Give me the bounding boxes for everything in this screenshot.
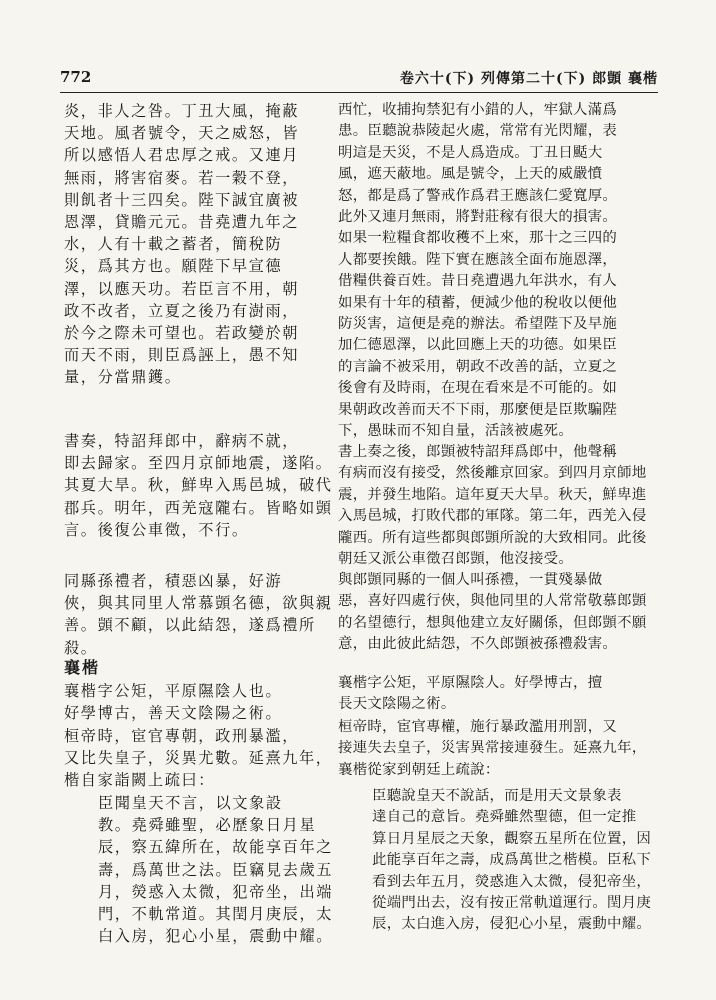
text-line: 澤，以應天功。若臣言不用，朝 [64,279,300,298]
text-line: 從端門出去，沒有按正常軌道運行。閏月庚 [372,895,652,912]
classical-memorial-quote [64,792,333,947]
page-header [60,64,658,90]
text-line: 惡，喜好四處行俠，與他同里的人常常敬慕郎顗 [338,593,647,610]
text-line: 後會有及時雨，在現在看來是不可能的。如 [338,380,618,397]
text-line: 此能享百年之壽，成爲萬世之楷模。臣私下 [372,852,652,869]
text-line: 門，不軌常道。其閏月庚辰，太 [98,905,334,924]
text-line: 意，由此彼此結怨，不久郎顗被孫禮殺害。 [338,636,618,653]
text-line: 壽，爲萬世之法。臣竊見去歲五 [98,860,334,879]
text-line: 水，人有十載之蓄者，簡稅防 [64,235,283,254]
text-line: 桓帝時，宦官專權，施行暴政濫用刑罰，又 [338,719,618,735]
classical-para-3 [64,570,333,659]
text-line: 教。堯舜雖聖，必歷象日月星 [98,816,317,835]
text-line: 書奏，特詔拜郎中，辭病不就， [64,432,300,450]
text-line: 與郎顗同縣的一個人叫孫禮，一貫殘暴做 [338,572,603,588]
text-line: 加仁德恩澤，以此回應上天的功德。如果臣 [338,337,618,354]
text-line: 政不改者，立夏之後乃有澍雨， [64,301,300,320]
text-line: 的言論不被采用，朝政不改善的話，立夏之 [338,358,618,375]
text-line: 於今之際未可望也。若政變於朝 [64,324,300,343]
text-line: 所以感悟人君忠厚之戒。又連月 [64,146,300,165]
text-line: 月，熒惑入太微，犯帝坐，出端 [98,882,334,901]
text-line: 風，遮天蔽地。風是號令，上天的威嚴憤 [338,166,603,183]
classical-para-2 [64,430,333,541]
translation-para-1 [338,100,617,443]
text-line: 善。顗不顧，以此結怨，遂爲禮所 [64,616,316,635]
text-line: 好學博古，善天文陰陽之術。 [64,704,283,723]
text-line: 災，爲其方也。願陛下早宣德 [64,257,283,276]
translation-memorial-quote [338,786,651,936]
text-line: 郡兵。明年，西羌寇隴右。皆略如顗 [64,498,333,517]
text-line: 量，分當鼎鑊。 [64,368,182,387]
section-heading: 襄楷 [64,658,101,677]
classical-para-1 [64,100,299,389]
classical-para-5 [64,725,333,792]
text-line: 又比失皇子，災異尤數。延熹九年， [64,749,333,768]
translation-para-5 [338,717,647,781]
text-line: 臣聽說皇天不說話，而是用天文景象表 [372,788,622,804]
text-line: 辰，太白進入房，侵犯心小星，震動中耀。 [372,916,652,933]
text-line: 的名望德行，想與他建立友好關係，但郎顗不願 [338,614,647,631]
text-line: 人都要挨餓。陛下實在應該全面布施恩澤， [338,251,618,268]
text-line: 言。後復公車徵，不行。 [64,520,249,539]
text-line: 患。臣聽說恭陵起火處，常常有光閃耀，表 [338,123,618,140]
text-line: 炎，非人之咎。丁丑大風，掩蔽 [64,102,300,120]
text-line: 入馬邑城，打敗代郡的軍隊。第二年，西羌入侵 [338,508,647,525]
text-line: 襄楷字公矩，平原隰陰人也。 [64,682,283,700]
text-line: 明這是天災，不是人爲造成。丁丑日颳大 [338,144,603,161]
text-line: 俠，與其同里人常慕顗名德，欲與親 [64,594,333,613]
header-rule [60,92,658,93]
text-line: 看到去年五月，熒惑進入太微，侵犯帝坐， [372,873,652,890]
page-number: 772 [60,68,92,86]
text-line: 書上奏之後，郎顗被特詔拜爲郎中，他聲稱 [338,444,618,460]
text-line: 怒，都是爲了警戒作爲君王應該仁愛寬厚。 [338,187,618,204]
text-line: 即去歸家。至四月京師地震，遂陷。 [64,454,333,473]
text-line: 襄楷字公矩，平原隰陰人。好學博古，擅 [338,675,603,691]
text-line: 下，愚昧而不知自量，活該被處死。 [338,423,574,440]
translation-para-3 [338,570,647,656]
text-line: 隴西。所有這些都與郎顗所說的大致相同。此後 [338,529,647,546]
text-line: 西忙，收捕拘禁犯有小錯的人，牢獄人滿爲 [338,102,618,118]
text-line: 殺。 [64,638,98,657]
text-line: 朝廷又派公車徵召郎顗，他沒接受。 [338,551,574,568]
text-line: 有病而沒有接受，然後離京回家。到四月京師地 [338,465,647,482]
text-line: 達自己的意旨。堯舜雖然聖德，但一定推 [372,809,637,826]
text-line: 桓帝時，宦官專朝，政刑暴濫， [64,727,300,745]
text-line: 楷自家詣闕上疏曰： [64,771,216,790]
text-line: 白入房，犯心小星，震動中耀。 [98,927,334,946]
text-line: 防災害，這便是堯的辦法。希望陛下及早施 [338,316,618,333]
text-line: 如果一粒糧食都收穫不上來，那十之三四的 [338,230,618,247]
text-line: 同縣孫禮者，積惡凶暴，好游 [64,572,283,590]
text-line: 而天不雨，則臣爲誣上，愚不知 [64,346,300,365]
text-line: 果朝政改善而天不下雨，那麼便是臣欺騙陛 [338,401,618,418]
text-line: 震，并發生地陷。這年夏天大旱。秋天，鮮卑進 [338,486,647,503]
text-line: 接連失去皇子，災害異常接連發生。延熹九年， [338,740,647,757]
text-line: 借糧供養百姓。昔日堯遭遇九年洪水，有人 [338,273,618,290]
translation-para-2 [338,442,647,570]
text-line: 恩澤，貸贍元元。昔堯遭九年之 [64,213,300,232]
text-line: 無雨，將害宿麥。若一穀不登， [64,168,300,187]
text-line: 臣聞皇天不言，以文象設 [98,794,283,812]
text-line: 長天文陰陽之術。 [338,696,456,713]
text-line: 此外又連月無雨，將對莊稼有很大的損害。 [338,209,618,226]
text-line: 襄楷從家到朝廷上疏說： [338,761,500,778]
running-title: 卷六十(下) 列傳第二十(下) 郎顗 襄楷 [399,71,658,87]
text-line: 其夏大旱。秋，鮮卑入馬邑城，破代 [64,476,333,495]
text-line: 天地。風者號令，天之威怒，皆 [64,124,300,143]
text-line: 辰，察五緯所在，故能享百年之 [98,838,334,857]
classical-para-4 [64,680,282,724]
text-line: 則飢者十三四矣。陛下誠宜廣被 [64,190,300,209]
text-line: 算日月星辰之天象，觀察五星所在位置，因 [372,830,652,847]
translation-para-4 [338,673,602,716]
text-line: 如果有十年的積蓄，便減少他的稅收以便他 [338,294,618,311]
